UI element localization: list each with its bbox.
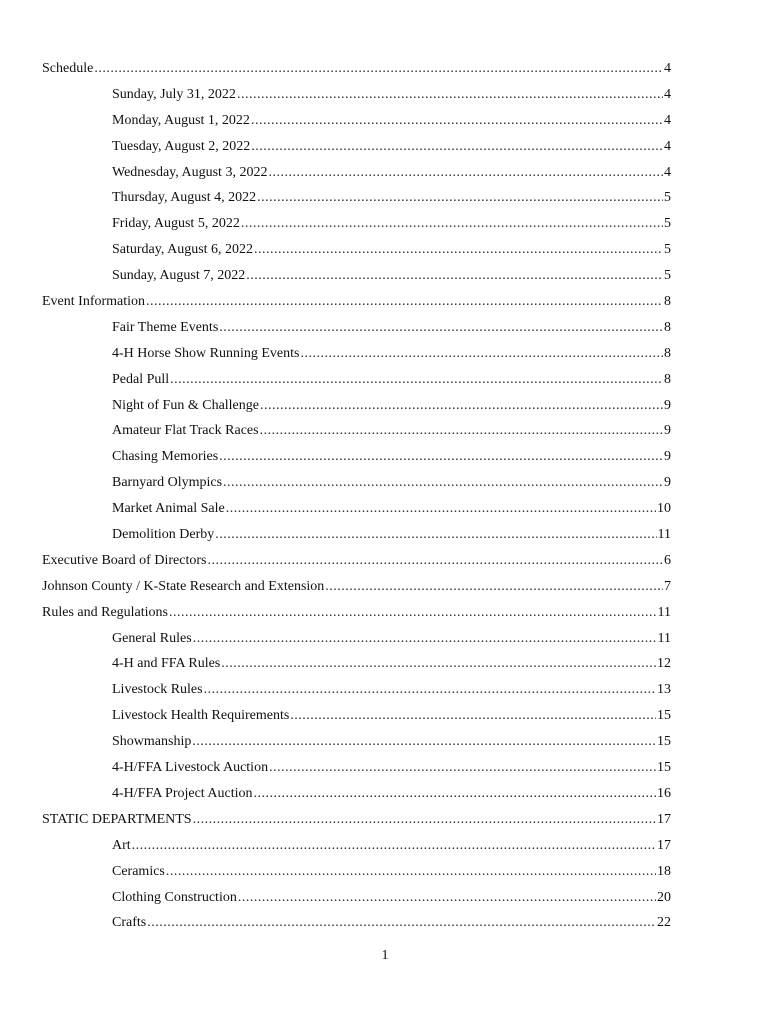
toc-dot-leader [94, 56, 663, 82]
toc-entry[interactable] [42, 677, 671, 703]
toc-entry[interactable] [42, 703, 671, 729]
toc-entry-title: 4-H and FFA Rules [112, 656, 221, 672]
toc-entry-page-number: 5 [664, 216, 671, 232]
toc-entry-page-number: 9 [664, 475, 671, 491]
toc-entry-title: Friday, August 5, 2022 [112, 216, 240, 232]
page-number: 1 [381, 948, 389, 963]
toc-entry-page-number: 9 [664, 449, 671, 465]
toc-entry-page-number: 20 [657, 889, 671, 905]
toc-entry[interactable] [42, 755, 671, 781]
toc-entry-page-number: 11 [657, 604, 671, 620]
toc-entry-page-number: 10 [657, 501, 671, 517]
toc-entry-title: Art [112, 837, 131, 853]
toc-entry-page-number: 13 [657, 682, 671, 698]
toc-entry-page-number: 8 [664, 345, 671, 361]
toc-entry[interactable] [42, 263, 671, 289]
toc-entry-page-number: 15 [657, 760, 671, 776]
toc-dot-leader [219, 444, 663, 470]
toc-entry-title: Wednesday, August 3, 2022 [112, 164, 268, 180]
toc-entry-title: Monday, August 1, 2022 [112, 112, 250, 128]
toc-entry-title: Ceramics [112, 863, 165, 879]
toc-dot-leader [215, 522, 656, 548]
toc-entry[interactable] [42, 833, 671, 859]
toc-entry-title: Livestock Rules [112, 682, 203, 698]
toc-entry[interactable] [42, 418, 671, 444]
toc-entry[interactable] [42, 781, 671, 807]
toc-entry-title: Livestock Health Requirements [112, 708, 290, 724]
toc-dot-leader [223, 470, 663, 496]
toc-dot-leader [290, 703, 656, 729]
toc-dot-leader [204, 677, 656, 703]
toc-entry[interactable] [42, 548, 671, 574]
toc-entry-page-number: 8 [664, 371, 671, 387]
toc-entry[interactable] [42, 134, 671, 160]
toc-dot-leader [169, 600, 657, 626]
toc-entry[interactable] [42, 444, 671, 470]
toc-entry[interactable] [42, 626, 671, 652]
toc-entry-page-number: 5 [664, 268, 671, 284]
toc-entry[interactable] [42, 82, 671, 108]
toc-entry[interactable] [42, 211, 671, 237]
toc-dot-leader [246, 263, 663, 289]
toc-dot-leader [219, 315, 663, 341]
toc-entry[interactable] [42, 367, 671, 393]
toc-entry-title: Market Animal Sale [112, 501, 225, 517]
toc-entry-title: Showmanship [112, 734, 192, 750]
toc-entry-page-number: 6 [664, 552, 671, 568]
toc-dot-leader [207, 548, 663, 574]
toc-entry[interactable] [42, 237, 671, 263]
toc-dot-leader [193, 807, 656, 833]
toc-dot-leader [193, 626, 657, 652]
toc-entry-title: Chasing Memories [112, 449, 219, 465]
toc-dot-leader [300, 341, 663, 367]
toc-entry-title: Barnyard Olympics [112, 475, 223, 491]
toc-dot-leader [192, 729, 656, 755]
toc-entry-title: Executive Board of Directors [42, 552, 207, 568]
toc-entry-page-number: 18 [657, 863, 671, 879]
table-of-contents [42, 56, 671, 936]
toc-entry-page-number: 7 [664, 578, 671, 594]
toc-dot-leader [238, 885, 656, 911]
toc-entry[interactable] [42, 859, 671, 885]
toc-dot-leader [226, 496, 656, 522]
toc-entry-title: Event Information [42, 294, 146, 310]
toc-entry-title: Johnson County / K-State Research and Extension [42, 578, 325, 594]
toc-entry[interactable] [42, 729, 671, 755]
toc-entry-page-number: 5 [664, 190, 671, 206]
toc-entry[interactable] [42, 56, 671, 82]
toc-entry-page-number: 15 [657, 734, 671, 750]
toc-entry-title: Demolition Derby [112, 527, 215, 543]
toc-entry-page-number: 11 [657, 630, 671, 646]
toc-entry-title: Saturday, August 6, 2022 [112, 242, 254, 258]
toc-entry-title: General Rules [112, 630, 192, 646]
toc-dot-leader [241, 211, 663, 237]
toc-entry[interactable] [42, 522, 671, 548]
toc-dot-leader [325, 574, 663, 600]
toc-entry-title: 4-H/FFA Project Auction [112, 785, 253, 801]
toc-entry-title: Tuesday, August 2, 2022 [112, 138, 251, 154]
toc-entry-page-number: 5 [664, 242, 671, 258]
toc-entry-page-number: 11 [657, 527, 671, 543]
toc-entry-title: Pedal Pull [112, 371, 170, 387]
toc-entry-title: Clothing Construction [112, 889, 237, 905]
toc-entry-page-number: 4 [664, 61, 671, 76]
toc-entry-page-number: 4 [664, 138, 671, 154]
toc-entry-title: 4-H Horse Show Running Events [112, 345, 300, 361]
toc-entry[interactable] [42, 393, 671, 419]
toc-dot-leader [254, 237, 663, 263]
toc-entry[interactable] [42, 160, 671, 186]
toc-entry-page-number: 12 [657, 656, 671, 672]
toc-entry-page-number: 22 [657, 915, 671, 931]
toc-dot-leader [260, 393, 663, 419]
toc-entry-page-number: 8 [664, 294, 671, 310]
toc-entry-page-number: 15 [657, 708, 671, 724]
toc-entry-title: Schedule [42, 61, 94, 76]
toc-entry[interactable] [42, 496, 671, 522]
toc-dot-leader [260, 418, 663, 444]
toc-entry-page-number: 9 [664, 423, 671, 439]
toc-entry[interactable] [42, 315, 671, 341]
toc-entry-page-number: 9 [664, 397, 671, 413]
toc-entry[interactable] [42, 807, 671, 833]
toc-dot-leader [268, 160, 663, 186]
toc-entry[interactable] [42, 651, 671, 677]
toc-entry-page-number: 4 [664, 164, 671, 180]
toc-entry-title: Rules and Regulations [42, 604, 168, 620]
toc-dot-leader [269, 755, 656, 781]
toc-dot-leader [170, 367, 663, 393]
toc-entry-page-number: 4 [664, 112, 671, 128]
toc-dot-leader [254, 781, 656, 807]
toc-entry-title: Fair Theme Events [112, 319, 219, 335]
toc-entry-page-number: 8 [664, 319, 671, 335]
toc-entry[interactable] [42, 885, 671, 911]
toc-entry-title: STATIC DEPARTMENTS [42, 811, 192, 827]
toc-entry[interactable] [42, 341, 671, 367]
toc-entry-page-number: 16 [657, 785, 671, 801]
toc-dot-leader [251, 134, 663, 160]
toc-dot-leader [147, 910, 656, 936]
toc-dot-leader [146, 289, 663, 315]
toc-entry-title: Thursday, August 4, 2022 [112, 190, 257, 206]
toc-dot-leader [221, 651, 656, 677]
toc-entry[interactable] [42, 574, 671, 600]
toc-entry[interactable] [42, 600, 671, 626]
toc-entry-page-number: 17 [657, 811, 671, 827]
toc-dot-leader [257, 185, 663, 211]
toc-entry[interactable] [42, 108, 671, 134]
toc-entry-title: Crafts [112, 915, 147, 931]
toc-dot-leader [132, 833, 656, 859]
toc-dot-leader [166, 859, 656, 885]
toc-entry[interactable] [42, 910, 671, 936]
toc-entry[interactable] [42, 289, 671, 315]
toc-entry-page-number: 4 [664, 86, 671, 102]
toc-entry-title: Sunday, August 7, 2022 [112, 268, 246, 284]
toc-entry-title: Sunday, July 31, 2022 [112, 86, 236, 102]
toc-entry-title: Amateur Flat Track Races [112, 423, 259, 439]
toc-entry[interactable] [42, 185, 671, 211]
toc-entry[interactable] [42, 470, 671, 496]
toc-dot-leader [237, 82, 663, 108]
toc-dot-leader [251, 108, 663, 134]
toc-entry-title: 4-H/FFA Livestock Auction [112, 760, 269, 776]
toc-entry-title: Night of Fun & Challenge [112, 397, 259, 413]
toc-entry-page-number: 17 [657, 837, 671, 853]
